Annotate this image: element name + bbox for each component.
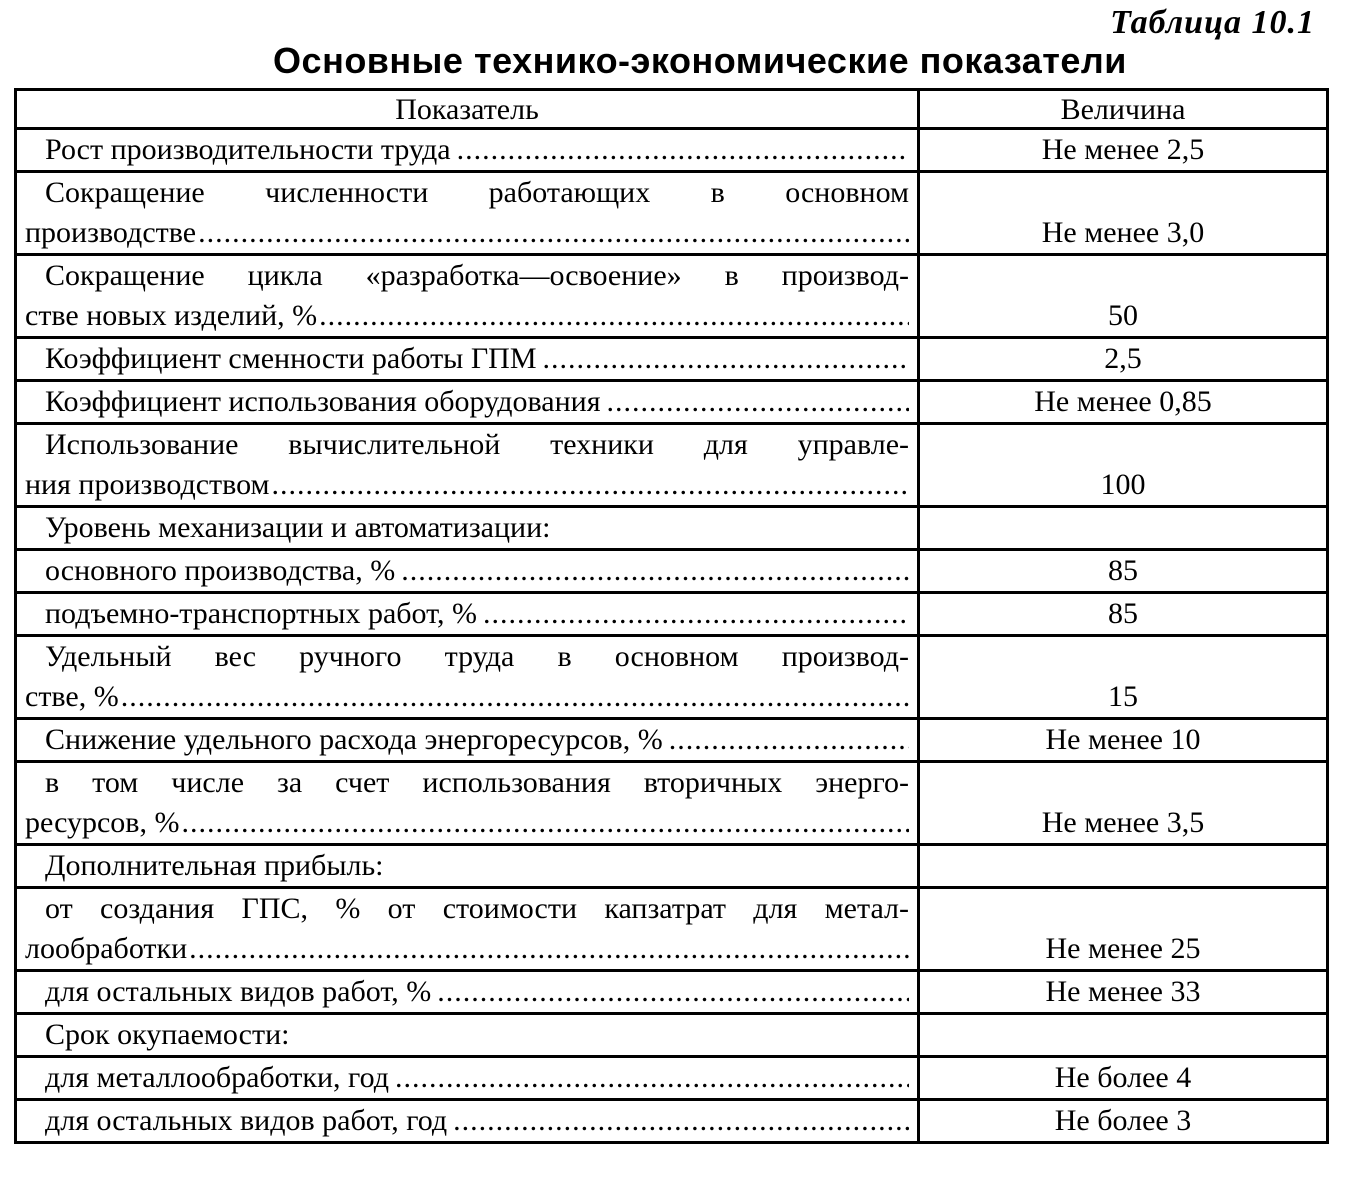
indicator-label-line: Сокращение цикла «разработка—освоение» в производ- — [45, 259, 909, 292]
indicator-cell — [16, 507, 919, 550]
value-cell: Не менее 3,5 — [919, 762, 1328, 845]
indicator-cell — [16, 424, 919, 507]
indicator-cell — [16, 1100, 919, 1143]
section-label: Срок окупаемости: — [45, 1018, 290, 1051]
table-row — [16, 172, 1328, 255]
value-cell: Не менее 10 — [919, 719, 1328, 762]
table-row — [16, 719, 1328, 762]
indicator-cell — [16, 762, 919, 845]
value-cell — [919, 1014, 1328, 1057]
table-row — [16, 971, 1328, 1014]
leader-dots — [457, 130, 909, 170]
section-label: Дополнительная прибыль: — [45, 849, 384, 882]
indicator-cell — [16, 381, 919, 424]
leader-dots — [607, 382, 909, 422]
indicator-label-line: производстве — [25, 216, 197, 249]
table-row — [16, 424, 1328, 507]
indicator-label-line: ресурсов, % — [25, 806, 180, 839]
value-cell: Не менее 3,0 — [919, 172, 1328, 255]
value-cell — [919, 845, 1328, 888]
indicator-label: Снижение удельного расхода энергоресурсов, % — [45, 723, 663, 756]
value-cell: Не менее 0,85 — [919, 381, 1328, 424]
indicator-label-line: Сокращение численности работающих в основном — [45, 176, 909, 209]
indicator-cell — [16, 338, 919, 381]
leader-dots — [437, 972, 909, 1012]
table-row — [16, 255, 1328, 338]
indicator-label-line: стве новых изделий, % — [25, 299, 318, 332]
value-cell: 50 — [919, 255, 1328, 338]
leader-dots — [121, 677, 909, 717]
leader-dots — [483, 594, 909, 634]
leader-dots — [401, 551, 909, 591]
value-cell: 15 — [919, 636, 1328, 719]
table-row — [16, 762, 1328, 845]
table-row — [16, 593, 1328, 636]
table-body — [16, 129, 1328, 1143]
leader-dots — [453, 1101, 909, 1141]
value-cell: Не менее 25 — [919, 888, 1328, 971]
value-cell: Не более 3 — [919, 1100, 1328, 1143]
indicator-cell — [16, 255, 919, 338]
leader-dots — [189, 929, 909, 969]
indicator-cell — [16, 636, 919, 719]
value-cell: Не менее 2,5 — [919, 129, 1328, 172]
leader-dots — [272, 465, 909, 505]
indicator-cell — [16, 1057, 919, 1100]
indicator-label: подъемно-транспортных работ, % — [45, 597, 477, 630]
value-cell: 85 — [919, 550, 1328, 593]
indicator-label-line: стве, % — [25, 680, 119, 713]
value-cell: 100 — [919, 424, 1328, 507]
table-title: Основные технико-экономические показатели — [273, 40, 1127, 81]
indicator-label-line: в том числе за счет использования вторичных энерго- — [45, 766, 909, 799]
indicator-label: для остальных видов работ, год — [45, 1104, 448, 1137]
leader-dots — [181, 803, 909, 843]
table-row — [16, 129, 1328, 172]
indicator-cell — [16, 1014, 919, 1057]
table-row — [16, 636, 1328, 719]
table-row — [16, 381, 1328, 424]
indicator-cell — [16, 971, 919, 1014]
indicator-cell — [16, 719, 919, 762]
leader-dots — [319, 296, 909, 336]
table-row — [16, 888, 1328, 971]
indicator-label-line: от создания ГПС, % от стоимости капзатрат для метал- — [45, 892, 909, 925]
indicator-cell — [16, 845, 919, 888]
indicator-label: Рост производительности труда — [45, 133, 451, 166]
indicator-label: для металлообработки, год — [45, 1061, 389, 1094]
value-cell: 2,5 — [919, 338, 1328, 381]
section-label: Уровень механизации и автоматизации: — [45, 511, 551, 544]
indicator-label-line: лообработки — [25, 932, 188, 965]
table-row — [16, 338, 1328, 381]
header-indicator: Показатель — [16, 90, 919, 129]
table-number: Таблица 10.1 — [1110, 4, 1315, 41]
indicators-table — [14, 88, 1329, 1144]
leader-dots — [669, 720, 909, 760]
table-row — [16, 1100, 1328, 1143]
indicator-label: Коэффициент сменности работы ГПМ — [45, 342, 537, 375]
indicator-cell — [16, 593, 919, 636]
indicator-label: основного производства, % — [45, 554, 396, 587]
indicator-cell — [16, 550, 919, 593]
table-row — [16, 1014, 1328, 1057]
value-cell: 85 — [919, 593, 1328, 636]
leader-dots — [198, 213, 909, 253]
indicator-label: для остальных видов работ, % — [45, 975, 432, 1008]
indicator-label-line: Удельный вес ручного труда в основном производ- — [45, 640, 909, 673]
table-row — [16, 845, 1328, 888]
indicator-cell — [16, 888, 919, 971]
table-row — [16, 507, 1328, 550]
table-header-row — [16, 90, 1328, 129]
value-cell: Не более 4 — [919, 1057, 1328, 1100]
table-row — [16, 1057, 1328, 1100]
indicator-label-line: ния производством — [25, 468, 270, 501]
table-row — [16, 550, 1328, 593]
value-cell: Не менее 33 — [919, 971, 1328, 1014]
leader-dots — [395, 1058, 909, 1098]
header-value: Величина — [919, 90, 1328, 129]
indicator-label: Коэффициент использования оборудования — [45, 385, 601, 418]
indicator-label-line: Использование вычислительной техники для управле- — [45, 428, 909, 461]
indicator-cell — [16, 172, 919, 255]
indicator-cell — [16, 129, 919, 172]
leader-dots — [543, 339, 909, 379]
value-cell — [919, 507, 1328, 550]
